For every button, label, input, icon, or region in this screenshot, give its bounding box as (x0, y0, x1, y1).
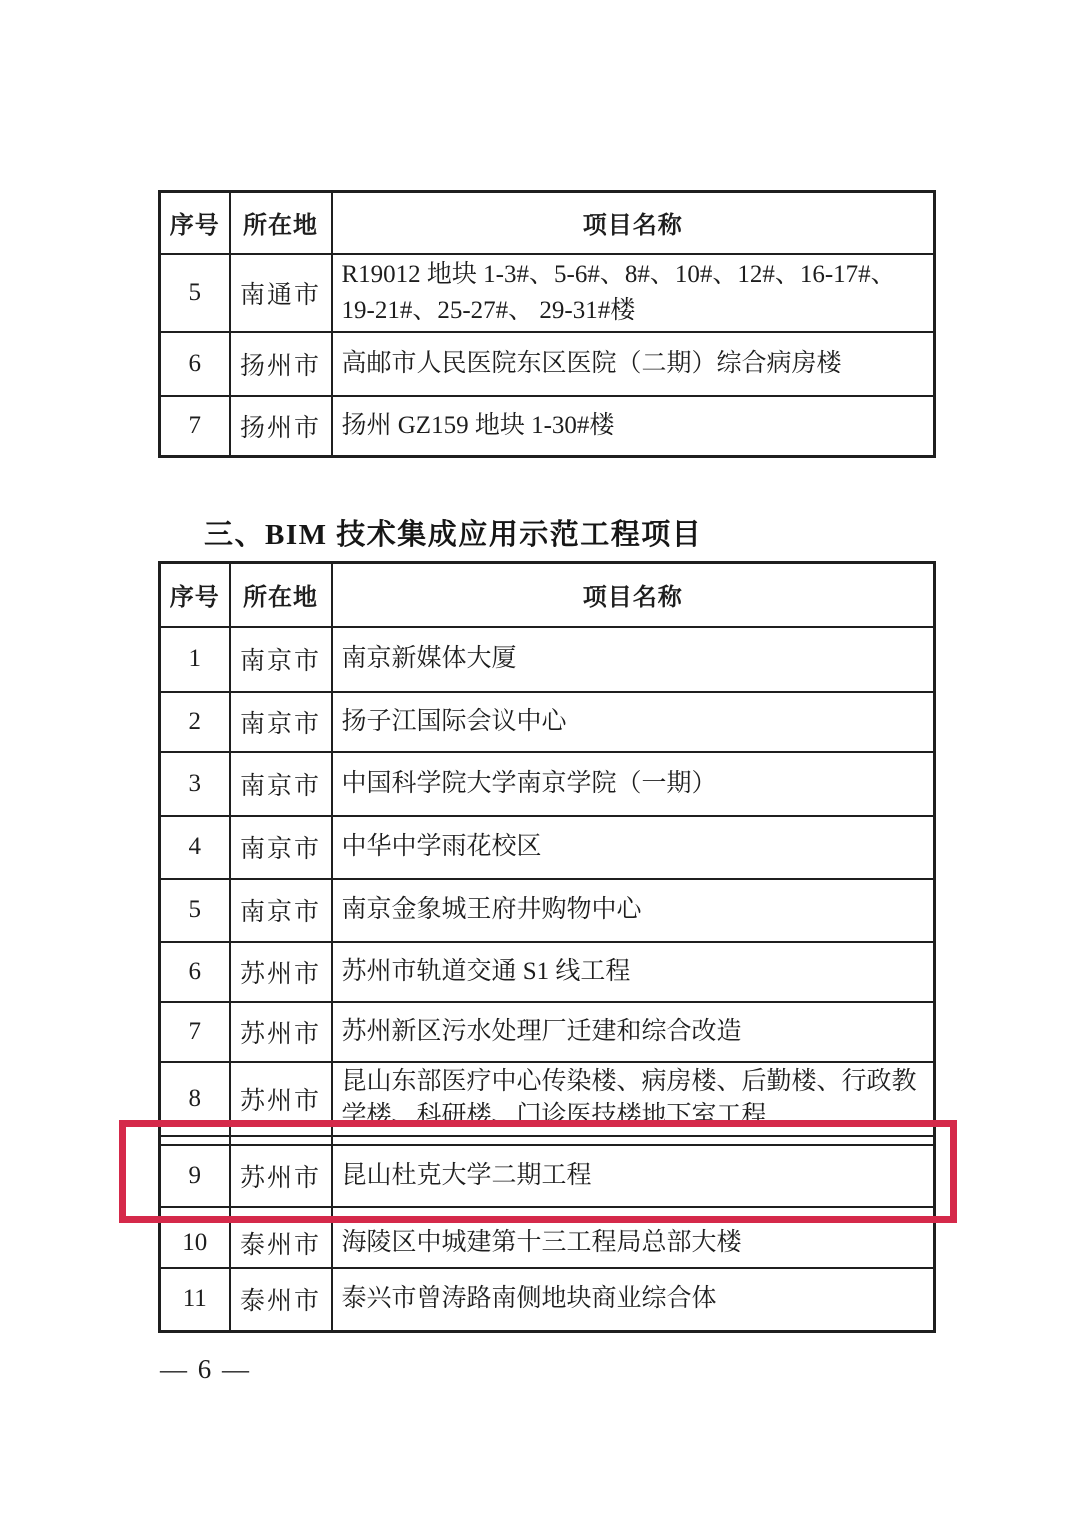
city-cell: 泰州市 (230, 1268, 332, 1332)
row-number-cell: 6 (160, 332, 230, 396)
header-project-name: 项目名称 (332, 563, 935, 627)
project-cell: 中华中学雨花校区 (332, 816, 935, 879)
row-number-cell: 9 (160, 1145, 230, 1207)
project-cell: 海陵区中城建第十三工程局总部大楼 (332, 1218, 935, 1268)
city-cell: 扬州市 (230, 396, 332, 457)
table-header-row (160, 192, 935, 254)
projects-table-top (158, 190, 936, 458)
project-cell: 昆山东部医疗中心传染楼、病房楼、后勤楼、行政教学楼、科研楼、门诊医技楼地下室工程 (332, 1062, 935, 1136)
project-cell: 南京金象城王府井购物中心 (332, 879, 935, 942)
table-row (160, 627, 935, 692)
row-number-cell: 11 (160, 1268, 230, 1332)
row-number-cell: 5 (160, 254, 230, 332)
project-cell: 扬子江国际会议中心 (332, 692, 935, 752)
table-row (160, 332, 935, 396)
city-cell: 南京市 (230, 627, 332, 692)
city-cell: 苏州市 (230, 1002, 332, 1062)
row-number-cell: 3 (160, 752, 230, 816)
project-cell: 高邮市人民医院东区医院（二期）综合病房楼 (332, 332, 935, 396)
row-number-cell: 8 (160, 1062, 230, 1136)
project-cell: 苏州市轨道交通 S1 线工程 (332, 942, 935, 1002)
project-cell: 中国科学院大学南京学院（一期） (332, 752, 935, 816)
table-row (160, 942, 935, 1002)
table-row (160, 879, 935, 942)
row-number-cell: 2 (160, 692, 230, 752)
row-number-cell: 4 (160, 816, 230, 879)
city-cell: 扬州市 (230, 332, 332, 396)
table-row (160, 396, 935, 457)
header-seq: 序号 (160, 192, 230, 254)
project-cell: 泰兴市曾涛路南侧地块商业综合体 (332, 1268, 935, 1332)
city-cell: 南京市 (230, 879, 332, 942)
section-heading: 三、BIM 技术集成应用示范工程项目 (204, 519, 703, 551)
table-row (160, 1268, 935, 1332)
city-cell: 南通市 (230, 254, 332, 332)
city-cell: 苏州市 (230, 942, 332, 1002)
project-cell: R19012 地块 1-3#、5-6#、8#、10#、12#、16-17#、19-21#、25-27#、 29-31#楼 (332, 254, 935, 332)
row-number-cell: 5 (160, 879, 230, 942)
project-cell: 南京新媒体大厦 (332, 627, 935, 692)
table-row (160, 752, 935, 816)
highlight-box (119, 1120, 957, 1223)
header-location: 所在地 (230, 563, 332, 627)
project-cell: 苏州新区污水处理厂迁建和综合改造 (332, 1002, 935, 1062)
row-number-cell: 7 (160, 396, 230, 457)
header-location: 所在地 (230, 192, 332, 254)
city-cell: 苏州市 (230, 1062, 332, 1136)
table-row (160, 1002, 935, 1062)
city-cell: 南京市 (230, 816, 332, 879)
city-cell: 泰州市 (230, 1218, 332, 1268)
header-project-name: 项目名称 (332, 192, 935, 254)
table-header-row (160, 563, 935, 627)
project-cell: 昆山杜克大学二期工程 (332, 1145, 935, 1207)
city-cell: 南京市 (230, 692, 332, 752)
project-cell: 扬州 GZ159 地块 1-30#楼 (332, 396, 935, 457)
table-row (160, 254, 935, 332)
row-number-cell: 1 (160, 627, 230, 692)
table-row (160, 816, 935, 879)
table-row (160, 1218, 935, 1268)
city-cell: 南京市 (230, 752, 332, 816)
page-number: — 6 — (160, 1354, 251, 1384)
row-number-cell: 10 (160, 1218, 230, 1268)
row-number-cell: 6 (160, 942, 230, 1002)
header-seq: 序号 (160, 563, 230, 627)
table-row (160, 692, 935, 752)
city-cell: 苏州市 (230, 1145, 332, 1207)
row-number-cell: 7 (160, 1002, 230, 1062)
